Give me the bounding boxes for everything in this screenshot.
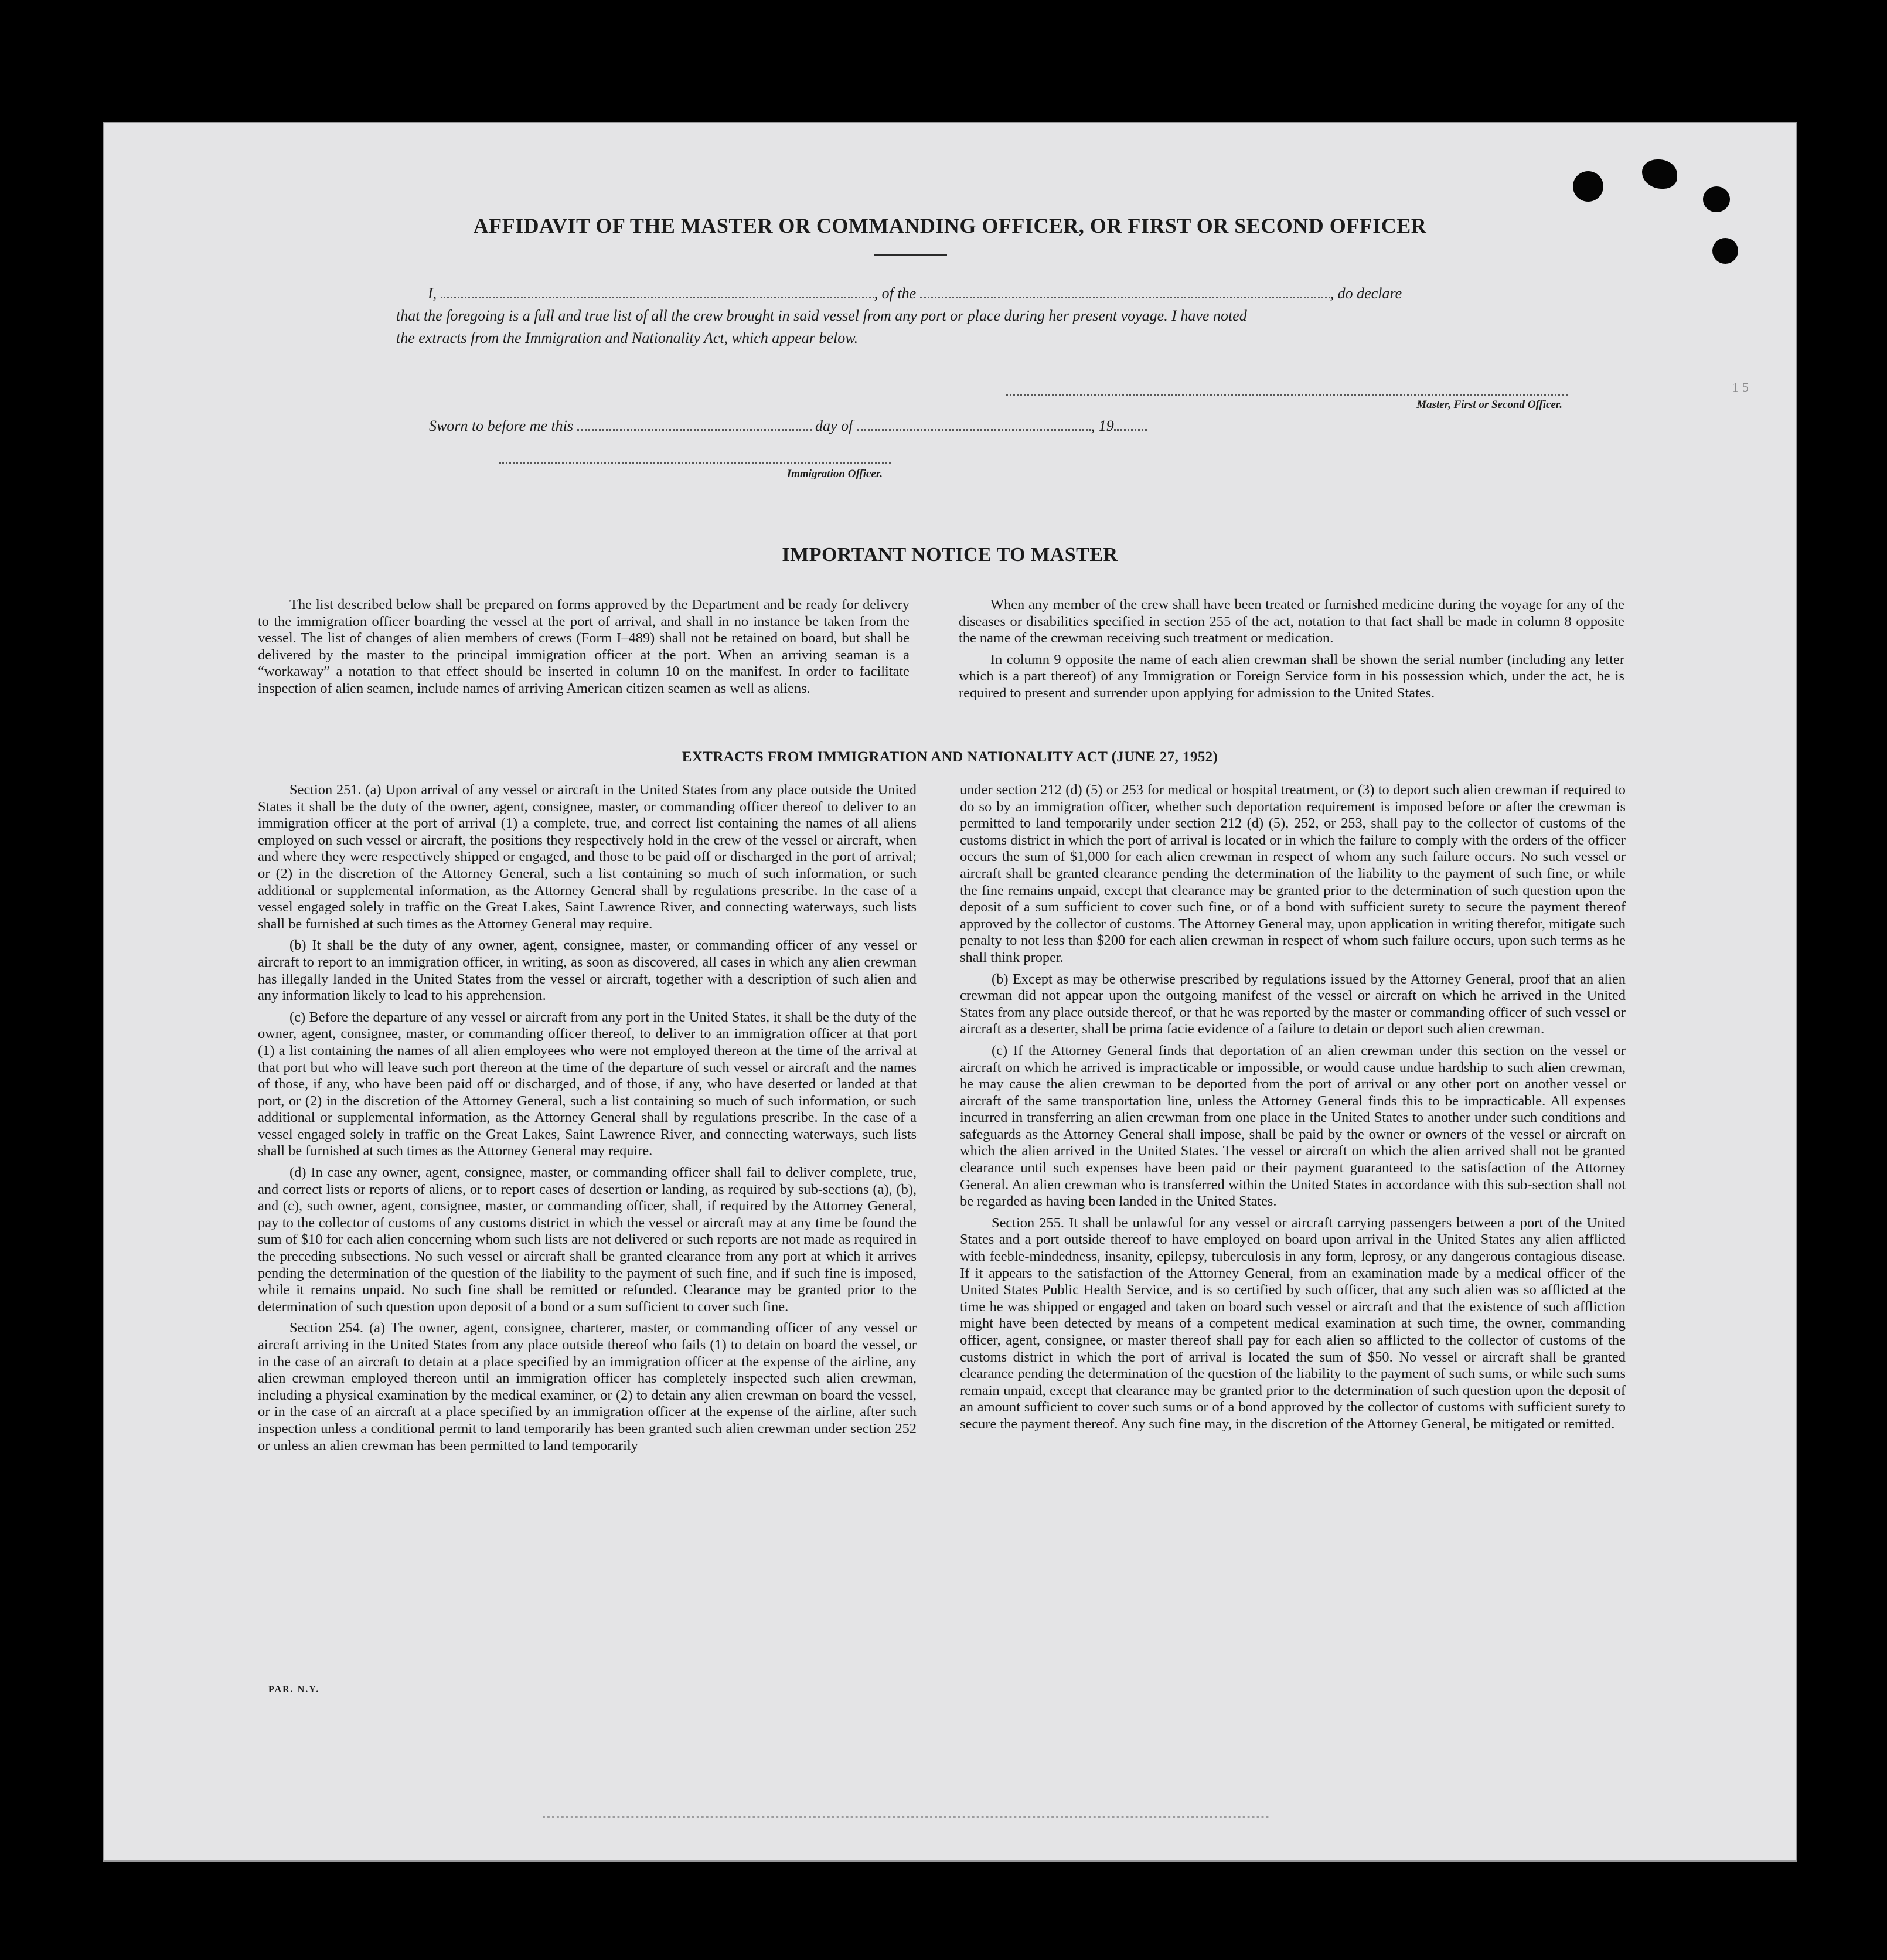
declare-label: , do declare (1330, 285, 1402, 302)
declarant-name-field[interactable] (441, 284, 874, 298)
officer-caption: Immigration Officer. (786, 468, 883, 480)
extracts-title: EXTRACTS FROM IMMIGRATION AND NATIONALITY ACT (JUNE 27, 1952) (682, 749, 1218, 765)
master-signature-line[interactable] (1006, 394, 1568, 396)
officer-signature-line[interactable] (499, 462, 891, 464)
statute-paragraph: under section 212 (d) (5) or 253 for medical or hospital treatment, or (3) to deport such alien crewman if required to do so by an immigration officer, whether such deportation requirement is imposed before or after the crewman is permitted to land temporarily under section 212 (d) (5), 252, or 253, shall pay to the collector of customs of the customs district in which the port of arrival is located or in which the failure to comply with the orders of the officer occurs the sum of $1,000 for each alien crewman in respect of whom any such failure occurs. No such vessel or aircraft shall be granted clearance pending the determination of the liability to the payment of such fine, or while the fine remains unpaid, except that clearance may be granted prior to the determination of such question upon the deposit of a sum sufficient to cover such fine, or of a bond with sufficient surety to secure the payment thereof approved by the collector of customs. The Attorney General may, upon application in writing therefor, mitigate such penalty to not less than $200 for each alien crewman in respect of whom such failure occurs, upon such terms as he shall think proper. (960, 782, 1626, 965)
affidavit-line-2: that the foregoing is a full and true list of all the crew brought in said vessel from any port or place during her present voyage. I have noted (396, 307, 1247, 324)
statute-paragraph: Section 251. (a) Upon arrival of any vessel or aircraft in the United States from any place outside the United States it shall be the duty of the owner, agent, consignee, master, or commanding officer thereof to deliver to an immigration officer at the port of arrival (1) a complete, true, and correct list containing the names of all aliens employed on such vessel or aircraft, the positions they respectively hold in the crew of the vessel or aircraft, when and where they were respectively shipped or engaged, and those to be paid off or discharged in the port of arrival; or (2) in the discretion of the Attorney General, such a list containing so much of such information, or such additional or supplemental information, as the Attorney General shall by regulations prescribe. In the case of a vessel engaged solely in traffic on the Great Lakes, Saint Lawrence River, and connecting waterways, such lists shall be furnished at such times as the Attorney General may require. (258, 782, 917, 932)
title-rule (874, 254, 947, 256)
extracts-left-column (258, 782, 917, 1459)
notice-right-paragraph: In column 9 opposite the name of each alien crewman shall be shown the serial number (including any letter which is a part thereof) of any Immigration or Foreign Service form in his possession which, under the act, he is required to present and surrender upon applying for admission to the United States. (959, 651, 1624, 701)
statute-paragraph: (b) It shall be the duty of any owner, agent, consignee, master, or commanding officer of any vessel or aircraft to report to an immigration officer, in writing, as soon as discovered, all cases in which any alien crewman has illegally landed in the United States from the vessel or aircraft, together with a description of such alien and any information likely to lead to his apprehension. (258, 937, 917, 1004)
affidavit-title: AFFIDAVIT OF THE MASTER OR COMMANDING OFFICER, OR FIRST OR SECOND OFFICER (473, 214, 1427, 237)
day-of-label: day of (815, 417, 853, 434)
printer-mark: PAR. N.Y. (268, 1685, 320, 1694)
master-caption: Master, First or Second Officer. (1416, 399, 1562, 411)
statute-paragraph: Section 254. (a) The owner, agent, consignee, charterer, master, or commanding officer of any vessel or aircraft arriving in the United States from any place outside thereof who fails (1) to detain on board the vessel, or in the case of an aircraft to detain at a place specified by an immigration officer at the expense of the airline, any alien crewman employed thereon until an immigration officer has completely inspected such alien crewman, including a physical examination by the medical examiner, or (2) to detain any alien crewman on board the vessel, or in the case of an aircraft at a place specified by an immigration officer at the expense of the airline, after such inspection unless a conditional permit to land temporarily has been granted such alien crewman under section 252 or unless an alien crewman has been permitted to land temporarily (258, 1320, 917, 1454)
vessel-name-field[interactable] (920, 284, 1330, 298)
sworn-year-field[interactable] (1114, 416, 1147, 431)
sworn-month-field[interactable] (857, 416, 1091, 431)
extracts-right-column (960, 782, 1626, 1438)
notice-title: IMPORTANT NOTICE TO MASTER (782, 544, 1118, 566)
sworn-label: Sworn to before me this (429, 417, 574, 434)
affidavit-line-1 (428, 284, 1571, 302)
statute-paragraph: (d) In case any owner, agent, consignee, master, or commanding officer shall fail to deliver complete, true, and correct lists or reports of aliens, or to report cases of desertion or landing, as required by sub-sections (a), (b), and (c), such owner, agent, consignee, master, or commanding officer, shall, if required by the Attorney General, pay to the collector of customs of any customs district in which the vessel or aircraft may at any time be found the sum of $10 for each alien concerning whom such lists are not delivered or such reports are not made as required in the preceding subsections. No such vessel or aircraft shall be granted clearance from any port at which it arrives pending the determination of the question of the liability to the payment of such fine, and if such fine is imposed, while it remains unpaid. No such fine shall be remitted or refunded. Clearance may be granted prior to the determination of such question upon deposit of a bond or a sum sufficient to cover such fine. (258, 1165, 917, 1315)
punch-hole (1642, 159, 1677, 189)
sworn-line (429, 416, 1367, 435)
document-page (103, 122, 1797, 1862)
punch-hole (1712, 238, 1738, 264)
notice-left-paragraph: The list described below shall be prepared on forms approved by the Department and be ready for delivery to the immigration officer boarding the vessel at the port of arrival, and shall in no instance be taken from the vessel. The list of changes of alien members of crews (Form I–489) shall not be retained on board, but shall be delivered by the master to the principal immigration officer at the port. When an arriving seaman is a “workaway” a notation to that effect should be inserted in column 10 on the manifest. In order to facilitate inspection of alien seamen, include names of arriving American citizen seamen as well as aliens. (258, 597, 910, 696)
affidavit-line-3: the extracts from the Immigration and Nationality Act, which appear below. (396, 329, 859, 346)
punch-hole (1703, 186, 1730, 212)
punch-hole (1573, 171, 1603, 202)
vessel-label: , of the (874, 285, 917, 302)
statute-paragraph: (b) Except as may be otherwise prescribed by regulations issued by the Attorney General, proof that an alien crewman did not appear upon the outgoing manifest of the vessel or aircraft on which he arrived in the United States from any place outside thereof, or that he was reported by the master or commanding officer of such vessel or aircraft as a deserter, shall be prima facie evidence of a failure to detain or deport such alien crewman. (960, 971, 1626, 1037)
side-mark: 15 (1732, 380, 1752, 394)
statute-paragraph: (c) If the Attorney General finds that deportation of an alien crewman under this section on the vessel or aircraft on which he arrived is impracticable or impossible, or would cause undue hardship to such alien crewman, he may cause the alien crewman to be deported from the port of arrival or any other port on another vessel or aircraft of the same transportation line, unless the Attorney General finds this to be impracticable. All expenses incurred in transferring an alien crewman from one place in the United States to another under such conditions and safeguards as the Attorney General shall impose, shall be paid by the owner or owners of the vessel or aircraft on which the alien arrived in the United States. The vessel or aircraft on which the alien arrived shall not be granted clearance until such expenses have been paid or their payment guaranteed to the satisfaction of the Attorney General. An alien crewman who is transferred within the United States in accordance with this sub-section shall not be regarded as having been landed in the United States. (960, 1042, 1626, 1210)
notice-right-column (959, 597, 1624, 707)
notice-right-paragraph: When any member of the crew shall have been treated or furnished medicine during the voyage for any of the diseases or disabilities specified in section 255 of the act, notation to that fact shall be made in column 8 opposite the name of the crewman receiving such treatment or medication. (959, 597, 1624, 646)
notice-left-column (258, 597, 910, 702)
year-label: , 19 (1091, 417, 1114, 434)
statute-paragraph: (c) Before the departure of any vessel or aircraft from any port in the United States, it shall be the duty of the owner, agent, consignee, master, or commanding officer thereof, to deliver to an immigration officer at that port (1) a list containing the names of all alien employees who were not employed thereon at the time of the arrival at that port but who will leave such port thereon at the time of the departure of such vessel or aircraft and the names of those, if any, who have been paid off or discharged, and of those, if any, who have deserted or landed at that port, or (2) in the discretion of the Attorney General, such a list containing so much of such information, or such additional or supplemental information, as the Attorney General shall by regulations prescribe. In the case of a vessel engaged solely in traffic on the Great Lakes, Saint Lawrence River, and connecting waterways, such lists shall be furnished at such times as the Attorney General may require. (258, 1009, 917, 1159)
sworn-day-field[interactable] (577, 416, 812, 431)
declarant-label: I, (428, 285, 437, 302)
bottom-smudge (543, 1810, 1269, 1818)
statute-paragraph: Section 255. It shall be unlawful for any vessel or aircraft carrying passengers between a port of the United States and a port outside thereof to have employed on board upon arrival in the United States any alien afflicted with feeble-mindedness, insanity, epilepsy, tuberculosis in any form, leprosy, or any dangerous contagious disease. If it appears to the satisfaction of the Attorney General, from an examination made by a medical officer of the United States Public Health Service, and is so certified by such officer, that any such alien was so afflicted at the time he was shipped or engaged and taken on board such vessel or aircraft and that the existence of such affliction might have been detected by means of a competent medical examination at such time, the owner, commanding officer, agent, consignee, or master thereof shall pay for each alien so afflicted to the collector of customs of the customs district in which the port of arrival is located the sum of $50. No vessel or aircraft shall be granted clearance pending the determination of the question of the liability to the payment of such sums, or while such sums remain unpaid, except that clearance may be granted prior to the determination of such question upon the deposit of an amount sufficient to cover such sums or of a bond approved by the collector of customs with sufficient surety to secure the payment thereof. Any such fine may, in the discretion of the Attorney General, be mitigated or remitted. (960, 1214, 1626, 1432)
